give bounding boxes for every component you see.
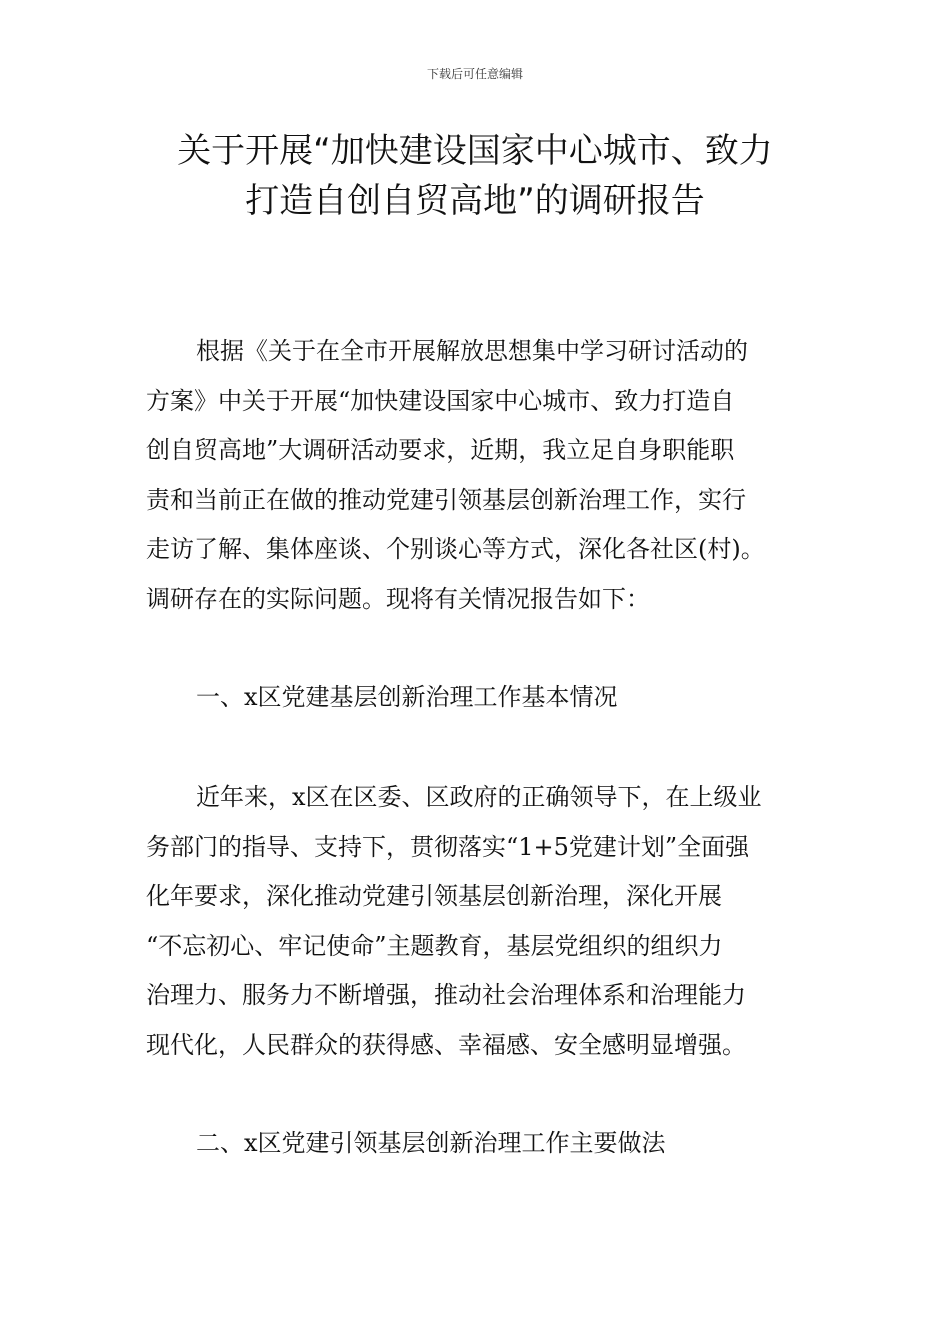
- paragraph-line: “不忘初心、牢记使命”主题教育，基层党组织的组织力: [146, 931, 723, 960]
- document-title: [0, 126, 950, 226]
- paragraph-line: 化年要求，深化推动党建引领基层创新治理，深化开展: [146, 882, 722, 910]
- paragraph-line: 务部门的指导、支持下，贯彻落实“1+5党建计划”全面强: [146, 832, 750, 861]
- paragraph-basic-situation: [146, 773, 810, 1070]
- title-line-1: 关于开展“加快建设国家中心城市、致力: [177, 131, 773, 171]
- section-heading-2: [146, 1119, 810, 1169]
- paragraph-line: 走访了解、集体座谈、个别谈心等方式，深化各社区(村)。: [146, 535, 765, 563]
- paragraph-intro: [146, 327, 810, 624]
- paragraph-line: 责和当前正在做的推动党建引领基层创新治理工作，实行: [146, 485, 746, 514]
- section-heading-text: 二、x区党建引领基层创新治理工作主要做法: [196, 1129, 666, 1157]
- paragraph-line: 现代化，人民群众的获得感、幸福感、安全感明显增强。: [146, 1030, 746, 1059]
- paragraph-line: 创自贸高地”大调研活动要求，近期，我立足自身职能职: [146, 436, 735, 464]
- section-heading-1: [146, 673, 810, 723]
- title-line-2: 打造自创自贸高地”的调研报告: [245, 181, 705, 221]
- paragraph-line: 近年来，x区在区委、区政府的正确领导下，在上级业: [196, 783, 762, 811]
- header-note: 下载后可任意编辑: [426, 67, 523, 81]
- paragraph-line: 治理力、服务力不断增强，推动社会治理体系和治理能力: [146, 981, 746, 1009]
- section-heading-text: 一、x区党建基层创新治理工作基本情况: [196, 683, 618, 711]
- paragraph-line: 调研存在的实际问题。现将有关情况报告如下：: [146, 584, 650, 613]
- paragraph-line: 根据《关于在全市开展解放思想集中学习研讨活动的: [196, 337, 748, 365]
- paragraph-line: 方案》中关于开展“加快建设国家中心城市、致力打造自: [146, 386, 735, 415]
